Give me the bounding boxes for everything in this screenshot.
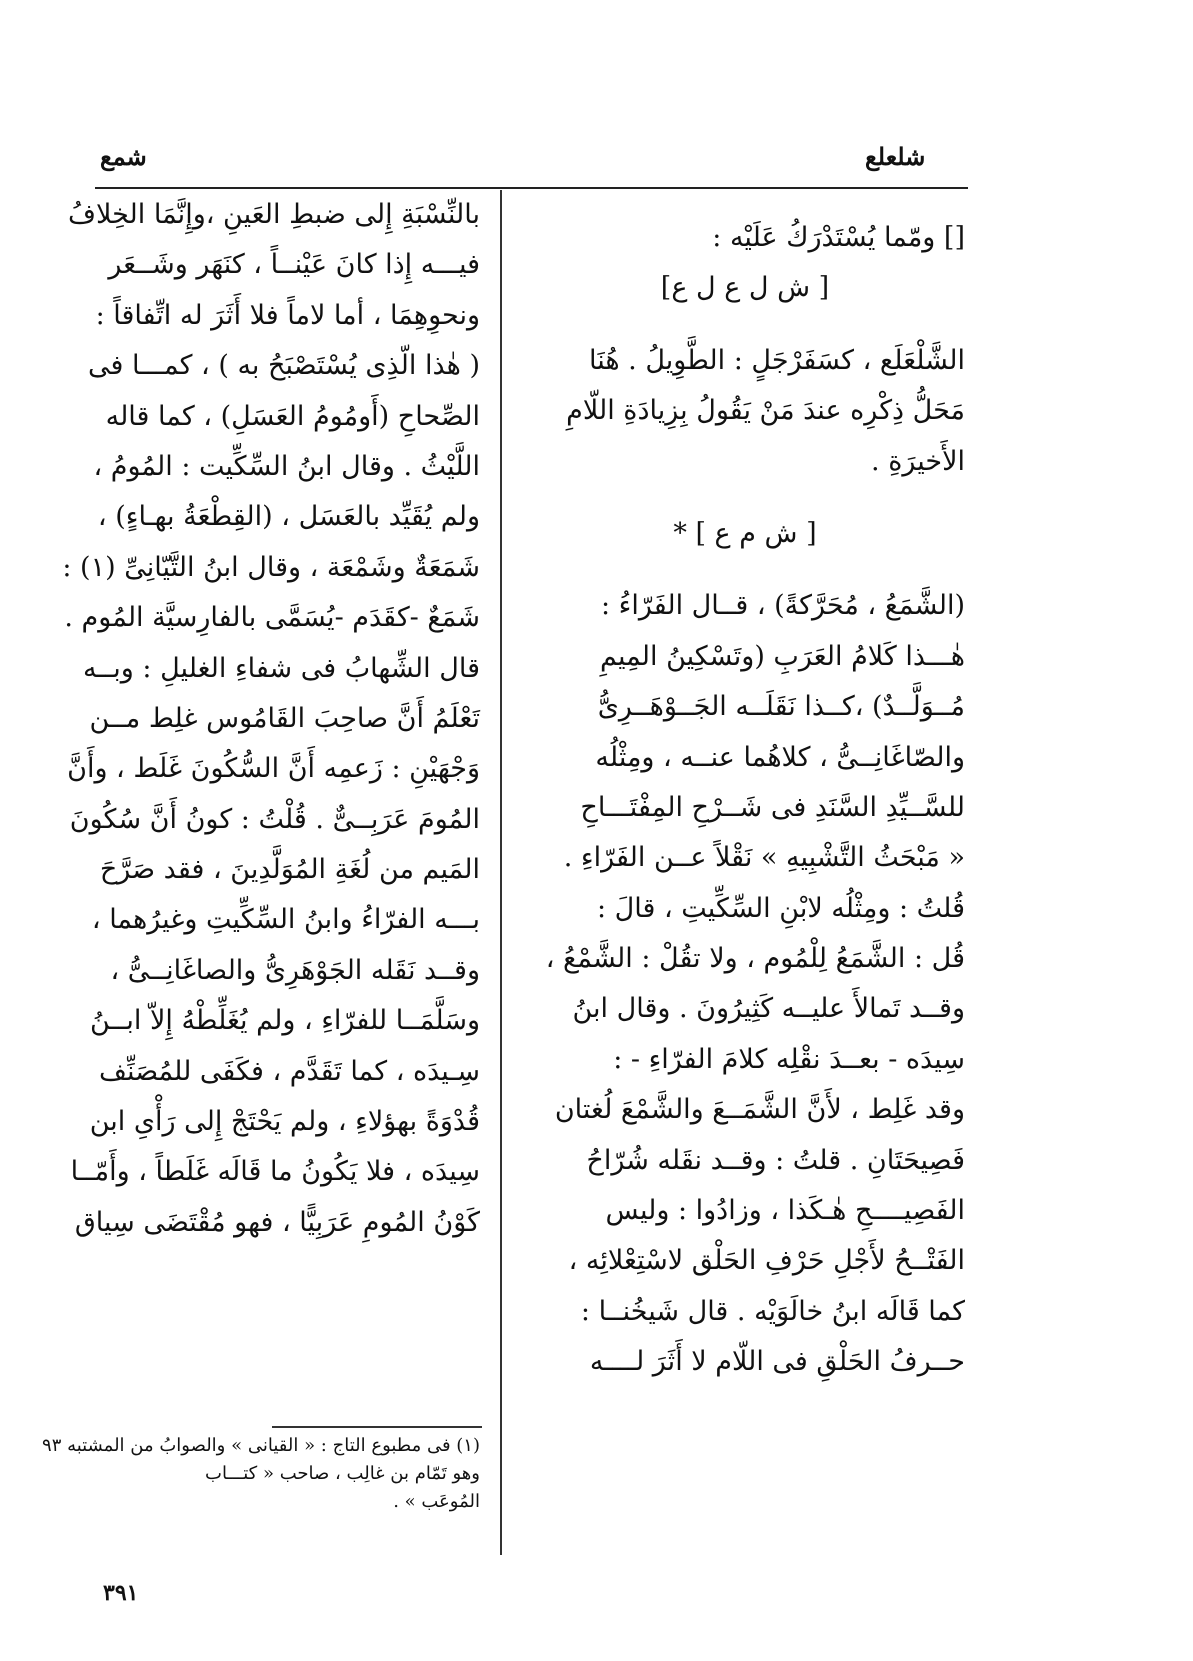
footnotes: [42, 1432, 480, 1516]
footnote-line: وهو تَمّام بن غالِب ، صاحب « كتـــاب: [205, 1463, 480, 1484]
text-line: وقــد نَقَله الجَوْهَرِىُّ والصاغَانِــىُّ ،: [110, 954, 480, 986]
spacer: [525, 559, 965, 581]
text-line: الفَصِيــــحِ هٰـكَذا ، وزادُوا : وليس: [605, 1195, 965, 1227]
header-entry-word-left: شمع: [100, 142, 147, 171]
text-line: الشَّلْعَلَع ، كسَفَرْجَلٍ : الطَّوِيلُ . هُنَا: [588, 344, 965, 376]
footnote-line: المُوعَب » .: [393, 1491, 480, 1512]
text-line: كما قَالَه ابنُ خالَوَيْه . قال شَيخُنــا :: [580, 1295, 965, 1327]
page-number: ٣٩١: [103, 1580, 139, 1606]
text-line: ( هٰذا الّذِى يُسْتَصْبَحُ به ) ، كمـــا فى: [88, 350, 480, 382]
text-line: الفَتْــحُ لأَجْلِ حَرْفِ الحَلْق لاسْتِعْلائِه ،: [568, 1245, 965, 1277]
root-heading: [ ش ل ع ل ع]: [660, 272, 830, 304]
text-line: اللَّيْثُ . وقال ابنُ السِّكِّيت : المُومُ ،: [93, 450, 480, 482]
text-line: والصّاغَانِــىُّ ، كلاهُما عنــه ، ومِثْلُه: [595, 741, 965, 773]
footnote-line: (١) فى مطبوع التاج : « القيانى » والصوابُ من المشتبه ٩٣: [42, 1435, 480, 1456]
text-line: مُــوَلَّــدٌ) ،كــذا نَقَلَــه الجَــوْهَــرِىُّ: [597, 691, 965, 723]
spacer: [525, 487, 965, 509]
text-line: تَعْلَمُ أَنَّ صاحِبَ القَامُوس غلِط مــن: [89, 702, 480, 734]
right-column: [525, 213, 965, 1388]
left-column: [62, 190, 480, 1248]
text-line: قُدْوَةً بهؤلاءِ ، ولم يَحْتَجْ إِلى رَأْىِ ابن: [89, 1106, 480, 1138]
text-line: مَحَلُّ ذِكْرِه عندَ مَنْ يَقُولُ بِزِيادَةِ اللّامِ: [566, 395, 965, 427]
text-line: قال الشِّهابُ فى شفاءِ الغليلِ : وبــه: [83, 652, 480, 684]
text-line: بـــه الفرّاءُ وابنُ السِّكِّيتِ وغيرُهما ،: [91, 904, 480, 936]
text-line: المُومَ عَرَبِــىٌّ . قُلْتُ : كونُ أَنَّ سُكُونَ: [69, 803, 480, 835]
spacer: [525, 314, 965, 336]
text-line: فَصِيحَتَانِ . قلتُ : وقــد نقَله شُرّاحُ: [586, 1144, 965, 1176]
root-heading: [ ش م ع ] *: [673, 517, 817, 549]
text-line: سِيدَه - بعــدَ نقْلِه كلامَ الفرّاءِ - :: [613, 1043, 965, 1075]
header-entry-word-right: شلعلع: [865, 142, 926, 171]
text-line: كَوْنُ المُومِ عَرَبِيًّا ، فهو مُقْتَضَى سِياق: [74, 1206, 480, 1238]
text-line: وَجْهَيْنِ : زَعمِه أَنَّ السُّكُونَ غَلَط ، وأَنَّ: [67, 753, 480, 785]
text-line: « مَبْحَثُ التَّشْبِيهِ » نَقْلاً عــن الفَرّاءِ .: [563, 842, 965, 874]
text-line: فيـــه إِذا كانَ عَيْنــاً ، كنَهَر وشَــعَر: [108, 249, 480, 281]
text-line: ونحوِهِمَا ، أما لاماً فلا أَثَرَ له اتِّفاقاً :: [95, 299, 480, 331]
column-divider: [500, 190, 502, 1555]
header-rule: [95, 187, 968, 189]
text-line: قُلتُ : ومِثْلُه لابْنِ السِّكِّيتِ ، قالَ :: [596, 892, 965, 924]
text-line: حــرفُ الحَلْقِ فى اللّام لا أَثَرَ لــــه: [589, 1346, 965, 1378]
text-line: هٰـــذا كَلامُ العَرَبِ (وتَسْكِينُ المِيمِ: [600, 640, 965, 672]
text-line: الأَخيرَةِ .: [871, 445, 965, 477]
text-line: قُل : الشَّمَعُ لِلْمُوم ، ولا تقُلْ : الشَّمْعُ ،: [545, 943, 965, 975]
text-line: سِيدَه ، فلا يَكُونُ ما قَالَه غَلَطاً ، وأَمّــا: [70, 1156, 480, 1188]
text-line: شَمَعٌ -كقَدَم -يُسَمَّى بالفارِسيَّة المُوم .: [64, 602, 480, 634]
text-line: بالنِّسْبَةِ إِلى ضبطِ العَينِ ،وإِنَّمَا الخِلافُ: [68, 199, 480, 230]
footnote-rule: [272, 1426, 482, 1428]
text-line: وسَلَّمَــا للفرّاءِ ، ولم يُغَلِّطْهُ إِلاّ ابــنُ: [89, 1005, 480, 1037]
text-line: (الشَّمَعُ ، مُحَرَّكةً) ، قــال الفَرّاءُ :: [600, 590, 965, 622]
text-line: المَيم من لُغَةِ المُوَلَّدِينَ ، فقد صَرَّحَ: [99, 854, 480, 886]
text-line: وقــد تَمالأَ عليــه كَثِيرُونَ . وقال ابنُ: [572, 993, 965, 1025]
text-line: [] ومّما يُسْتَدْرَكُ عَلَيْه :: [712, 222, 965, 253]
text-line: للسَّــيِّدِ السَّنَدِ فى شَــرْحِ المِفْتَـــاحِ: [580, 791, 965, 823]
text-line: شَمَعَةٌ وشَمْعَة ، وقال ابنُ التَّيّانِىِّ (١) :: [62, 551, 480, 583]
text-line: ولم يُقَيِّد بالعَسَل ، (القِطْعَةُ بهـاءٍ) ،: [97, 501, 480, 533]
text-line: الصِّحاحِ (أَومُومُ العَسَلِ) ، كما قاله: [105, 400, 480, 432]
text-line: سِـيدَه ، كما تَقَدَّم ، فكَفَى للمُصَنِّف: [99, 1055, 480, 1087]
text-line: وقد غَلِط ، لأَنَّ الشَّمَــعَ والشَّمْعَ لُغتان: [554, 1094, 965, 1126]
